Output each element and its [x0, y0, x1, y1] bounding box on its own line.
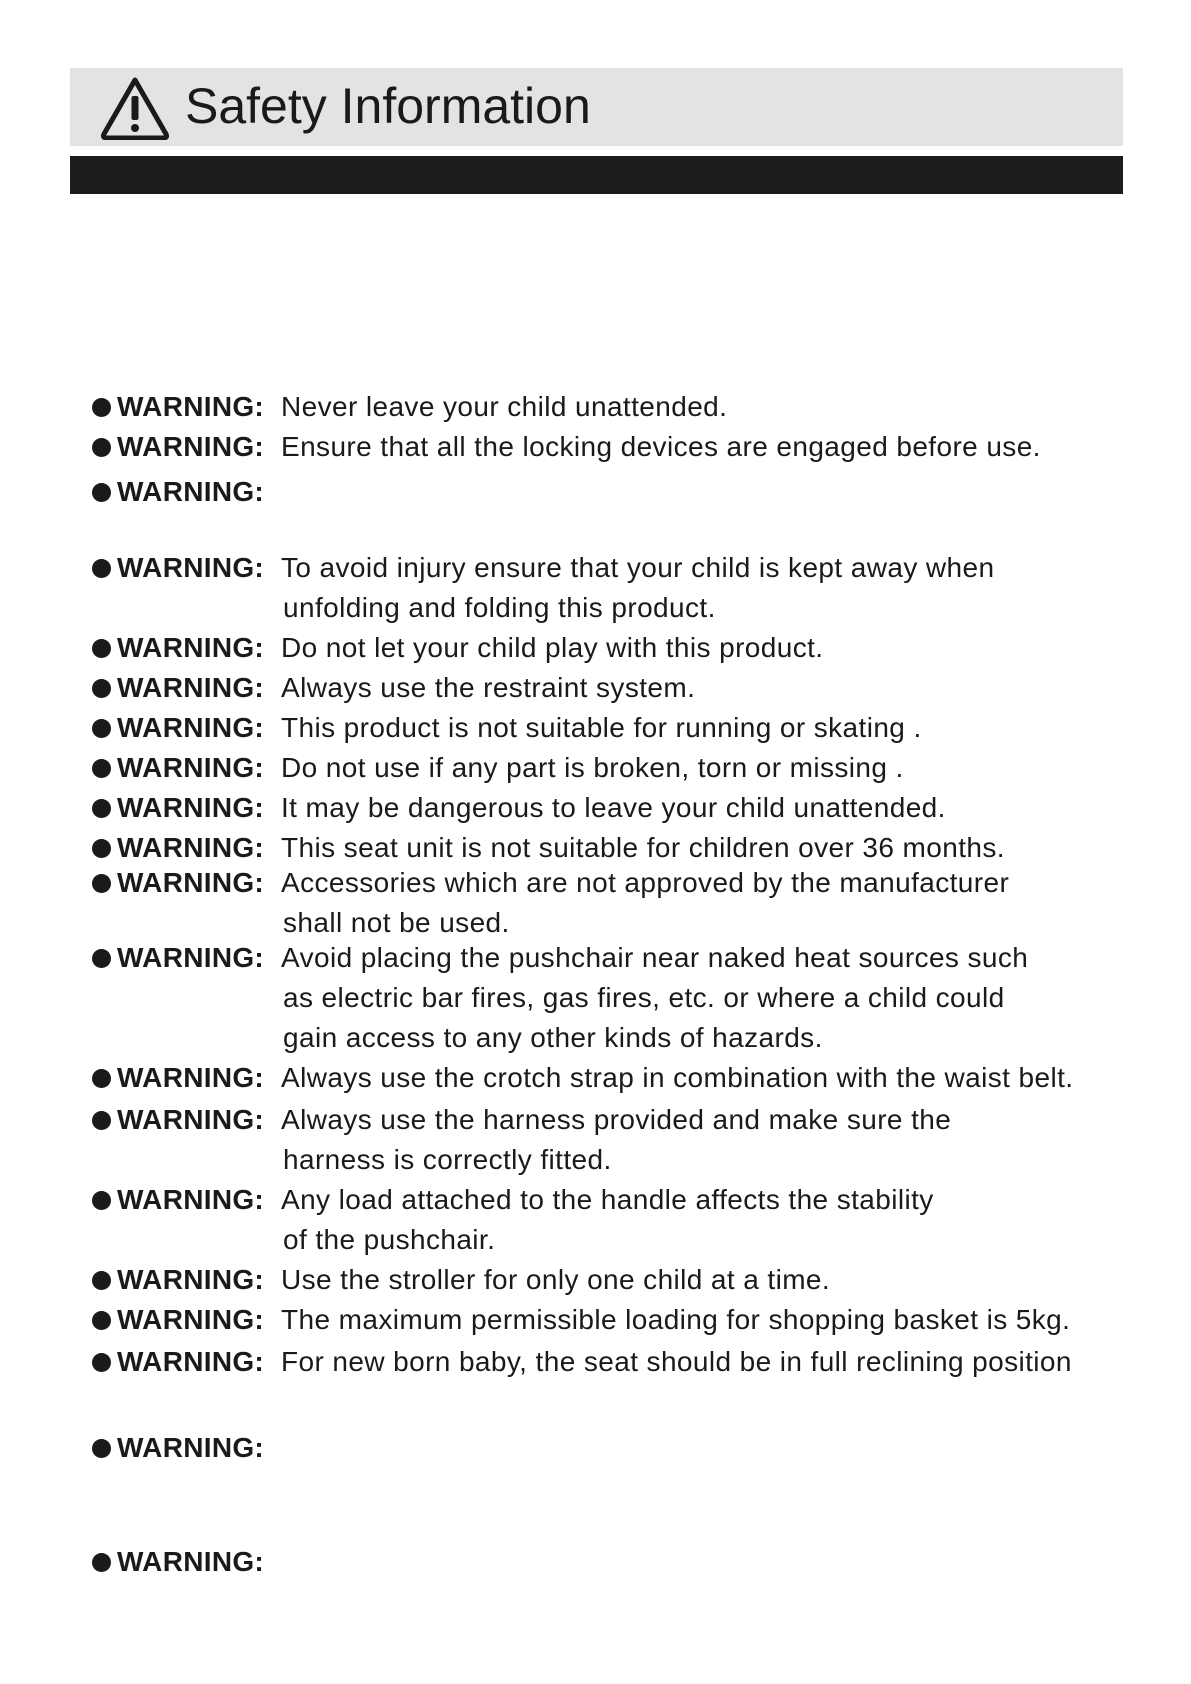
warning-text: For new born baby, the seat should be in full reclining position [281, 1346, 1072, 1377]
warning-label: WARNING: [117, 832, 265, 863]
warning-item [92, 1342, 1072, 1382]
warning-label: WARNING: [117, 632, 265, 663]
warning-text: The maximum permissible loading for shopping basket is 5kg. [281, 1304, 1071, 1335]
bullet-icon [92, 839, 111, 858]
warning-text: This seat unit is not suitable for children over 36 months. [281, 832, 1005, 863]
bullet-icon [92, 1111, 111, 1130]
warning-label: WARNING: [117, 391, 265, 422]
warning-label: WARNING: [117, 792, 265, 823]
warning-label: WARNING: [117, 1346, 265, 1377]
warning-item [92, 788, 946, 828]
warning-text: Any load attached to the handle affects the stability [281, 1184, 934, 1215]
warning-text: Use the stroller for only one child at a time. [281, 1264, 831, 1295]
warning-text: To avoid injury ensure that your child is kept away when [281, 552, 995, 583]
warning-item [92, 1260, 830, 1300]
bullet-icon [92, 483, 111, 502]
warning-item [92, 938, 1028, 1058]
warning-text: Avoid placing the pushchair near naked heat sources such [281, 942, 1029, 973]
bullet-icon [92, 1069, 111, 1088]
warning-label: WARNING: [117, 1432, 265, 1463]
warning-item [92, 427, 1041, 467]
warning-item [92, 1058, 1073, 1098]
bullet-icon [92, 639, 111, 658]
warning-text: Do not let your child play with this product. [281, 632, 824, 663]
bullet-icon [92, 799, 111, 818]
warning-item [92, 1542, 281, 1582]
warning-text: Accessories which are not approved by the manufacturer [281, 867, 1010, 898]
warning-label: WARNING: [117, 1546, 265, 1577]
bullet-icon [92, 759, 111, 778]
warning-text-continuation: as electric bar fires, gas fires, etc. or where a child could [283, 982, 1005, 1013]
warning-label: WARNING: [117, 552, 265, 583]
warning-item [92, 628, 823, 668]
warning-text-continuation: gain access to any other kinds of hazards. [283, 1022, 823, 1053]
warning-label: WARNING: [117, 942, 265, 973]
bullet-icon [92, 438, 111, 457]
warning-text-continuation: of the pushchair. [283, 1224, 496, 1255]
bullet-icon [92, 1271, 111, 1290]
warning-label: WARNING: [117, 672, 265, 703]
warning-text-continuation: harness is correctly fitted. [283, 1144, 612, 1175]
warning-item [92, 1100, 951, 1180]
warning-label: WARNING: [117, 1104, 265, 1135]
warning-text-continuation: unfolding and folding this product. [283, 592, 716, 623]
warning-label: WARNING: [117, 476, 265, 507]
bullet-icon [92, 1191, 111, 1210]
bullet-icon [92, 559, 111, 578]
bullet-icon [92, 1311, 111, 1330]
warning-label: WARNING: [117, 1304, 265, 1335]
warning-label: WARNING: [117, 1264, 265, 1295]
bullet-icon [92, 1439, 111, 1458]
warning-item [92, 708, 922, 748]
warning-label: WARNING: [117, 1062, 265, 1093]
warning-text: Always use the crotch strap in combination with the waist belt. [281, 1062, 1074, 1093]
bullet-icon [92, 719, 111, 738]
warning-text: Always use the restraint system. [281, 672, 696, 703]
warning-text-continuation: shall not be used. [283, 907, 510, 938]
warning-text: Ensure that all the locking devices are engaged before use. [281, 431, 1041, 462]
bullet-icon [92, 949, 111, 968]
warning-item [92, 1300, 1070, 1340]
bullet-icon [92, 1353, 111, 1372]
warning-label: WARNING: [117, 712, 265, 743]
warning-item [92, 828, 1005, 868]
warning-text: This product is not suitable for running or skating . [281, 712, 922, 743]
warning-text: It may be dangerous to leave your child unattended. [281, 792, 946, 823]
warning-item [92, 548, 994, 628]
warning-label: WARNING: [117, 1184, 265, 1215]
page-title: Safety Information [185, 78, 591, 134]
warning-item [92, 387, 727, 427]
warning-text: Always use the harness provided and make sure the [281, 1104, 952, 1135]
warning-text: Never leave your child unattended. [281, 391, 728, 422]
warning-item [92, 863, 1009, 943]
warning-label: WARNING: [117, 752, 265, 783]
warning-label: WARNING: [117, 431, 265, 462]
warning-label: WARNING: [117, 867, 265, 898]
bullet-icon [92, 679, 111, 698]
warning-item [92, 1428, 281, 1468]
bullet-icon [92, 1553, 111, 1572]
warning-item [92, 748, 904, 788]
bullet-icon [92, 398, 111, 417]
warning-item [92, 668, 695, 708]
warning-item [92, 1180, 934, 1260]
bullet-icon [92, 874, 111, 893]
warning-text: Do not use if any part is broken, torn or missing . [281, 752, 904, 783]
warning-item [92, 472, 281, 512]
